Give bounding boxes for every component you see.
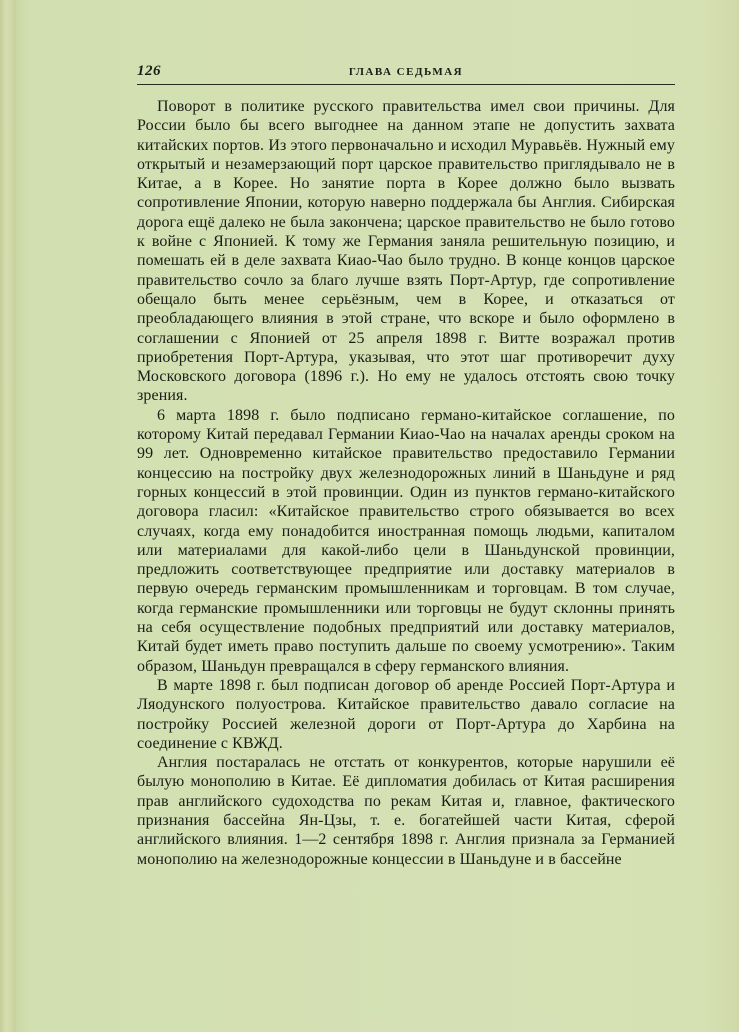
running-head — [137, 60, 675, 85]
chapter-title: ГЛАВА СЕДЬМАЯ — [348, 66, 464, 78]
paragraph: Поворот в политике русского правительства имел свои причины. Для России было бы всего выгоднее на данном этапе не допустить захвата китайских портов. Из этого первоначально и исходил Муравьёв. Нужный ему открытый и незамерзающий порт царское правительство приглядывало не в Китае, а в Корее. Но занятие порта в Корее должно было вызвать сопротивление Японии, которую наверно поддержала бы Англия. Сибирская дорога ещё далеко не была закончена; царское правительство не было готово к войне с Японией. К тому же Германия заняла решительную позицию, и помешать ей в деле захвата Киао-Чао было трудно. В конце концов царское правительство сочло за благо лучше взять Порт-Артур, где сопротивление обещало быть менее серьёзным, чем в Корее, и отказаться от преобладающего влияния в этой стране, что вскоре и было оформлено в соглашении с Японией от 25 апреля 1898 г. Витте возражал против приобретения Порт-Артура, указывая, что этот шаг противоречит духу Московского договора (1896 г.). Но ему не удалось отстоять свою точку зрения. — [137, 98, 675, 405]
body-text — [137, 97, 675, 869]
page-number: 126 — [137, 63, 161, 79]
paragraph: В марте 1898 г. был подписан договор об аренде Россией Порт-Артура и Ляодунского полуострова. Китайское правительство давало согласие на постройку Россией железной дороги от Порт-Артура до Харбина на соединение с КВЖД. — [137, 676, 675, 752]
book-page — [137, 60, 675, 869]
book-spine-shadow — [0, 0, 16, 1032]
paragraph: 6 марта 1898 г. было подписано германо-китайское соглашение, по которому Китай передавал Германии Киао-Чао на началах аренды сроком на 99 лет. Одновременно китайское правительство предоставило Германии концессию на постройку двух железнодорожных линий в Шаньдуне и ряд горных концессий в этой провинции. Один из пунктов германо-китайского договора гласил: «Китайское правительство строго обязывается во всех случаях, когда ему понадобится иностранная помощь людьми, капиталом или материалами для какой-либо цели в Шаньдунской провинции, предложить соответствующее предприятие или доставку материалов в первую очередь германским промышленникам и торговцам. В том случае, когда германские промышленники или торговцы не будут склонны принять на себя осуществление подобных предприятий или доставку материалов, Китай будет иметь право поступить дальше по своему усмотрению». Таким образом, Шаньдун превращался в сферу германского влияния. — [137, 406, 675, 675]
paragraph: Англия постаралась не отстать от конкурентов, которые нарушили её былую монополию в Китае. Её дипломатия добилась от Китая расширения прав английского судоходства по рекам Китая и, главное, фактического признания бассейна Ян-Цзы, т. е. богатейшей части Китая, сферой английского влияния. 1—2 сентября 1898 г. Англия признала за Германией монополию на железнодорожные концессии в Шаньдуне и в бассейне — [137, 754, 675, 868]
